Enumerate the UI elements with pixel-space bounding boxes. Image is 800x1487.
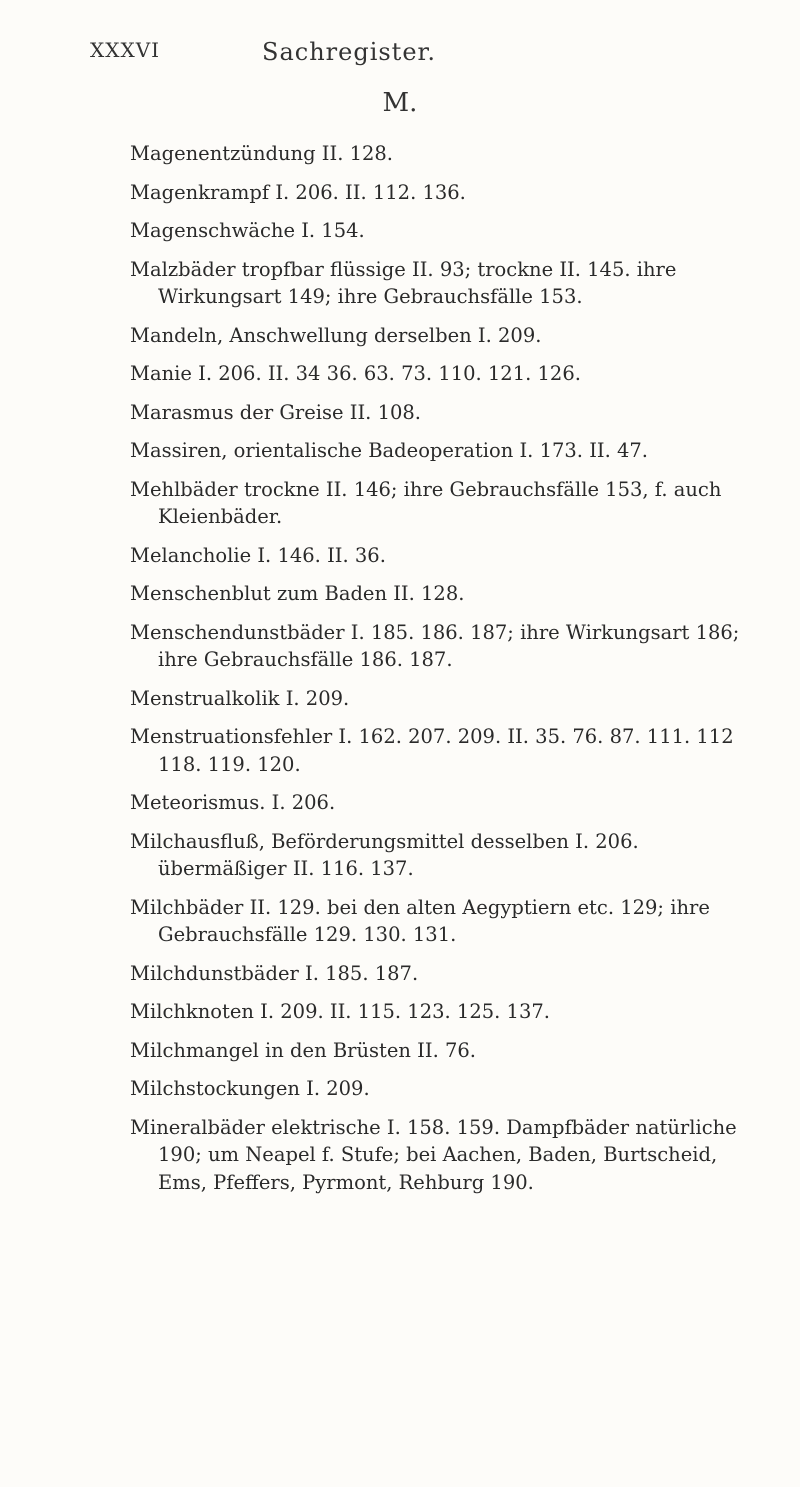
index-entry: Menschenblut zum Baden II. 128. [130, 582, 465, 605]
index-entry: Mehlbäder trockne II. 146; ihre Gebrauchsfälle 153, f. auch Kleienbäder. [130, 477, 722, 528]
index-entries [130, 140, 770, 1207]
index-entry: Milchstockungen I. 209. [130, 1077, 370, 1100]
index-entry: Mineralbäder elektrische I. 158. 159. Dampfbäder natürliche 190; um Neapel f. Stufe; bei Aachen, Baden, Burtscheid, Ems, Pfeffers, Pyrmont, Rehburg 190. [130, 1115, 737, 1194]
page-header [90, 38, 720, 78]
index-entry: Mandeln, Anschwellung derselben I. 209. [130, 323, 542, 347]
index-entry: Milchdunstbäder I. 185. 187. [130, 961, 419, 985]
index-entry: Magenentzündung II. 128. [130, 142, 394, 165]
index-entry: Massiren, orientalische Badeoperation I. 173. II. 47. [130, 439, 649, 462]
index-entry: Milchmangel in den Brüsten II. 76. [130, 1038, 476, 1062]
index-entry: Malzbäder tropfbar flüssige II. 93; trockne II. 145. ihre Wirkungsart 149; ihre Gebrauchsfälle 153. [130, 257, 677, 308]
index-entry: Milchausfluß, Beförderungsmittel desselben I. 206. übermäßiger II. 116. 137. [130, 829, 639, 880]
index-entry: Milchknoten I. 209. II. 115. 123. 125. 137. [130, 1000, 550, 1023]
running-head: Sachregister. [262, 38, 436, 66]
index-entry: Menstruationsfehler I. 162. 207. 209. II. 35. 76. 87. 111. 112 118. 119. 120. [130, 725, 734, 776]
index-entry: Meteorismus. I. 206. [130, 791, 336, 814]
section-letter: M. [382, 88, 418, 118]
index-entry: Milchbäder II. 129. bei den alten Aegyptiern etc. 129; ihre Gebrauchsfälle 129. 130. 131. [130, 895, 710, 946]
index-entry: Marasmus der Greise II. 108. [130, 400, 421, 424]
index-entry: Magenschwäche I. 154. [130, 219, 365, 242]
index-entry: Melancholie I. 146. II. 36. [130, 543, 386, 567]
index-entry: Menstrualkolik I. 209. [130, 686, 350, 710]
index-entry: Menschendunstbäder I. 185. 186. 187; ihre Wirkungsart 186; ihre Gebrauchsfälle 186. 187. [130, 620, 740, 671]
index-entry: Magenkrampf I. 206. II. 112. 136. [130, 180, 466, 204]
index-entry: Manie I. 206. II. 34 36. 63. 73. 110. 121. 126. [130, 362, 581, 385]
page-number: XXXVI [90, 38, 161, 62]
